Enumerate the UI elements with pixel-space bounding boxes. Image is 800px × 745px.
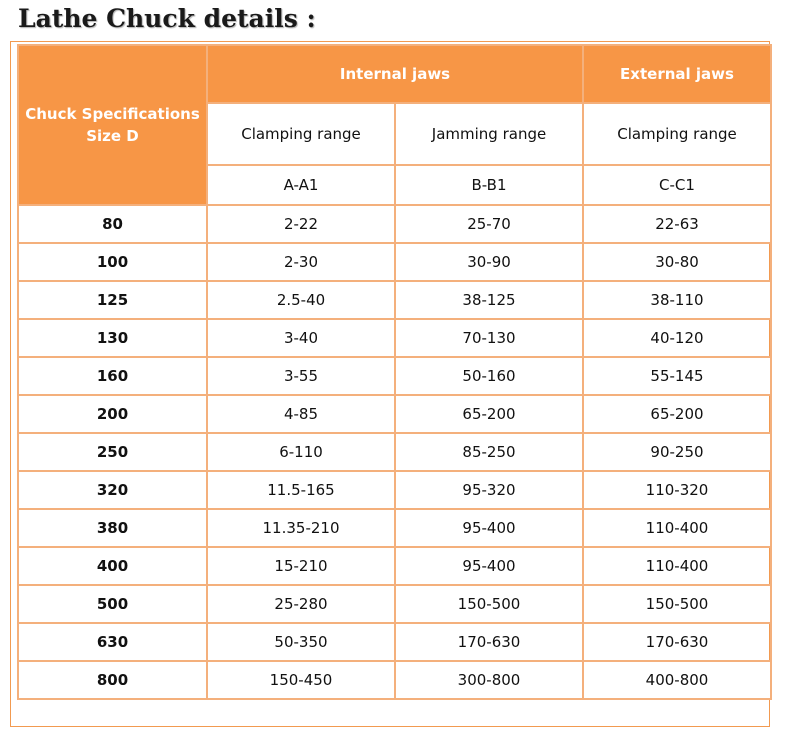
chuck-size-cell: 200 [18, 395, 207, 433]
chuck-size-cell: 500 [18, 585, 207, 623]
external-clamping-cell: 400-800 [583, 661, 771, 699]
chuck-size-cell: 80 [18, 205, 207, 243]
internal-jamming-cell: 95-400 [395, 509, 583, 547]
code-a-a1: A-A1 [207, 165, 395, 205]
chuck-size-cell: 160 [18, 357, 207, 395]
internal-jamming-cell: 38-125 [395, 281, 583, 319]
internal-clamping-cell: 2-30 [207, 243, 395, 281]
external-clamping-cell: 30-80 [583, 243, 771, 281]
chuck-size-cell: 630 [18, 623, 207, 661]
table-row [18, 395, 771, 433]
chuck-size-cell: 125 [18, 281, 207, 319]
table-row [18, 433, 771, 471]
chuck-size-cell: 320 [18, 471, 207, 509]
chuck-specs-table [17, 44, 772, 700]
internal-jamming-cell: 25-70 [395, 205, 583, 243]
code-b-b1: B-B1 [395, 165, 583, 205]
internal-jamming-cell: 95-400 [395, 547, 583, 585]
chuck-size-cell: 100 [18, 243, 207, 281]
internal-clamping-cell: 25-280 [207, 585, 395, 623]
table-row [18, 357, 771, 395]
chuck-size-cell: 130 [18, 319, 207, 357]
table-row [18, 471, 771, 509]
internal-clamping-cell: 4-85 [207, 395, 395, 433]
table-row [18, 547, 771, 585]
internal-jamming-cell: 50-160 [395, 357, 583, 395]
code-c-c1: C-C1 [583, 165, 771, 205]
chuck-size-cell: 800 [18, 661, 207, 699]
external-clamping-cell: 110-320 [583, 471, 771, 509]
external-clamping-cell: 40-120 [583, 319, 771, 357]
external-clamping-range-header: Clamping range [583, 103, 771, 165]
internal-jamming-cell: 70-130 [395, 319, 583, 357]
chuck-size-cell: 400 [18, 547, 207, 585]
external-clamping-cell: 170-630 [583, 623, 771, 661]
table-row [18, 661, 771, 699]
chuck-size-header-line2: Size D [86, 127, 139, 145]
internal-jamming-cell: 300-800 [395, 661, 583, 699]
internal-clamping-cell: 11.35-210 [207, 509, 395, 547]
chuck-size-cell: 250 [18, 433, 207, 471]
table-row [18, 319, 771, 357]
internal-jamming-cell: 65-200 [395, 395, 583, 433]
table-row [18, 281, 771, 319]
internal-clamping-cell: 2.5-40 [207, 281, 395, 319]
external-clamping-cell: 110-400 [583, 547, 771, 585]
internal-jamming-cell: 85-250 [395, 433, 583, 471]
external-jaws-header: External jaws [583, 45, 771, 103]
chuck-size-cell: 380 [18, 509, 207, 547]
internal-clamping-cell: 3-55 [207, 357, 395, 395]
internal-clamping-cell: 3-40 [207, 319, 395, 357]
internal-clamping-cell: 6-110 [207, 433, 395, 471]
internal-clamping-cell: 150-450 [207, 661, 395, 699]
internal-clamping-range-header: Clamping range [207, 103, 395, 165]
internal-jamming-cell: 30-90 [395, 243, 583, 281]
internal-clamping-cell: 50-350 [207, 623, 395, 661]
table-row [18, 509, 771, 547]
table-row [18, 205, 771, 243]
table-row [18, 623, 771, 661]
internal-clamping-cell: 15-210 [207, 547, 395, 585]
chuck-size-header-line1: Chuck Specifications [25, 105, 200, 123]
table-row [18, 243, 771, 281]
table-row [18, 585, 771, 623]
external-clamping-cell: 150-500 [583, 585, 771, 623]
internal-clamping-cell: 11.5-165 [207, 471, 395, 509]
internal-jamming-cell: 95-320 [395, 471, 583, 509]
external-clamping-cell: 110-400 [583, 509, 771, 547]
internal-jaws-header: Internal jaws [207, 45, 583, 103]
internal-jamming-cell: 150-500 [395, 585, 583, 623]
internal-jamming-cell: 170-630 [395, 623, 583, 661]
external-clamping-cell: 90-250 [583, 433, 771, 471]
page-title: Lathe Chuck details : [18, 4, 316, 33]
external-clamping-cell: 55-145 [583, 357, 771, 395]
external-clamping-cell: 38-110 [583, 281, 771, 319]
external-clamping-cell: 22-63 [583, 205, 771, 243]
external-clamping-cell: 65-200 [583, 395, 771, 433]
chuck-size-header [18, 45, 207, 205]
internal-clamping-cell: 2-22 [207, 205, 395, 243]
internal-jamming-range-header: Jamming range [395, 103, 583, 165]
